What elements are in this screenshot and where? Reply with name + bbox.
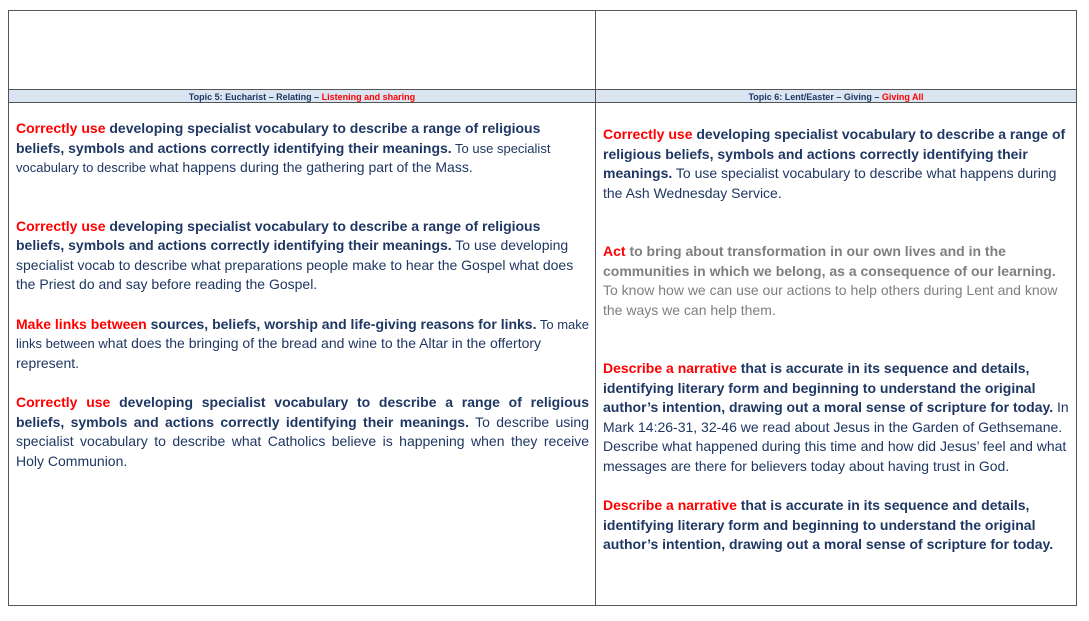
objective-descriptor: developing specialist vocabulary to describe a range of religious beliefs, symbols and actions correctly identifying their meanings. [603,126,1066,181]
objective-descriptor: developing specialist vocabulary to describe a range of religious beliefs, symbols and actions correctly identifying their meanings. [16,394,589,430]
objective-paragraph [603,496,1070,555]
topic-5-body [16,119,589,491]
objective-descriptor: sources, beliefs, worship and life-giving reasons for links. [146,315,537,332]
objective-command: Correctly use [16,120,106,136]
objective-command: Correctly use [16,217,106,234]
topic-6-column [596,11,1076,605]
objective-descriptor: that is accurate in its sequence and details, identifying literary form and beginning to understand the original author’s intention, drawing out a moral sense of scripture for today. [603,360,1054,415]
objective-descriptor: developing specialist vocabulary to describe a range of religious beliefs, symbols and actions correctly identifying their meanings. [16,217,541,253]
objective-paragraph [16,393,589,471]
objective-command: Describe a narrative [603,497,737,513]
objective-descriptor: that is accurate in its sequence and details, identifying literary form and beginning to understand the original author’s intention, drawing out a moral sense of scripture for today. [603,497,1054,552]
objective-task: To make links between w [16,316,589,351]
objective-task: To know how we can use our actions to help others during Lent and know the ways we can help them. [603,282,1058,318]
objective-descriptor: to bring about transformation in our own lives and in the communities in which we belong, as a consequence of our learning. [603,243,1056,279]
objective-paragraph [16,119,589,178]
topic-6-header [596,89,1076,103]
objective-task-cont: To describe using specialist vocabulary to describe what Catholics believe is happening when they receive Holy Communion. [16,413,589,469]
topic-5-column [9,11,596,605]
objective-task: To use specialist vocabulary to describe what happens during the Ash Wednesday Service. [603,165,1057,201]
objective-task: To use specialist vocabulary to describe w [16,140,551,175]
objective-paragraph [603,359,1070,476]
objective-task: In Mark 14:26-31, 32-46 we read about Jesus in the Garden of Gethsemane. Describe what happened during this time and how did Jesus’ feel and what messages are there for believers today about having trust in God. [603,399,1069,474]
topic-5-theme: Listening and sharing [321,92,416,102]
document-table [8,10,1077,606]
objective-paragraph [603,242,1070,320]
topic-5-title: Topic 5: Eucharist – Relating – [188,92,322,102]
topic-6-title: Topic 6: Lent/Easter – Giving – [748,92,882,102]
topic-6-body [603,125,1070,575]
topic-5-header [9,89,595,103]
blank-cell [596,11,1076,89]
objective-command: Describe a narrative [603,360,737,376]
objective-task-cont: hat happens during the gathering part of the Mass. [159,159,473,175]
objective-descriptor: developing specialist vocabulary to describe a range of religious beliefs, symbols and actions correctly identifying their meanings. [16,120,541,156]
objective-command: Act [603,243,626,259]
objective-command: Correctly use [16,394,111,410]
topic-6-theme: Giving All [881,92,924,102]
objective-task-cont: To use developing specialist vocab to describe what preparations people make to hear the Gospel what does the Priest do and say before reading the Gospel. [16,237,574,292]
objective-command: Correctly use [603,126,693,142]
objective-task-cont: hat does the bringing of the bread and wine to the Altar in the offertory represent. [16,335,542,371]
objective-paragraph [16,315,589,374]
blank-cell [9,11,595,89]
objective-command: Make links between [16,315,147,332]
objective-paragraph [16,217,589,295]
objective-paragraph [603,125,1070,203]
